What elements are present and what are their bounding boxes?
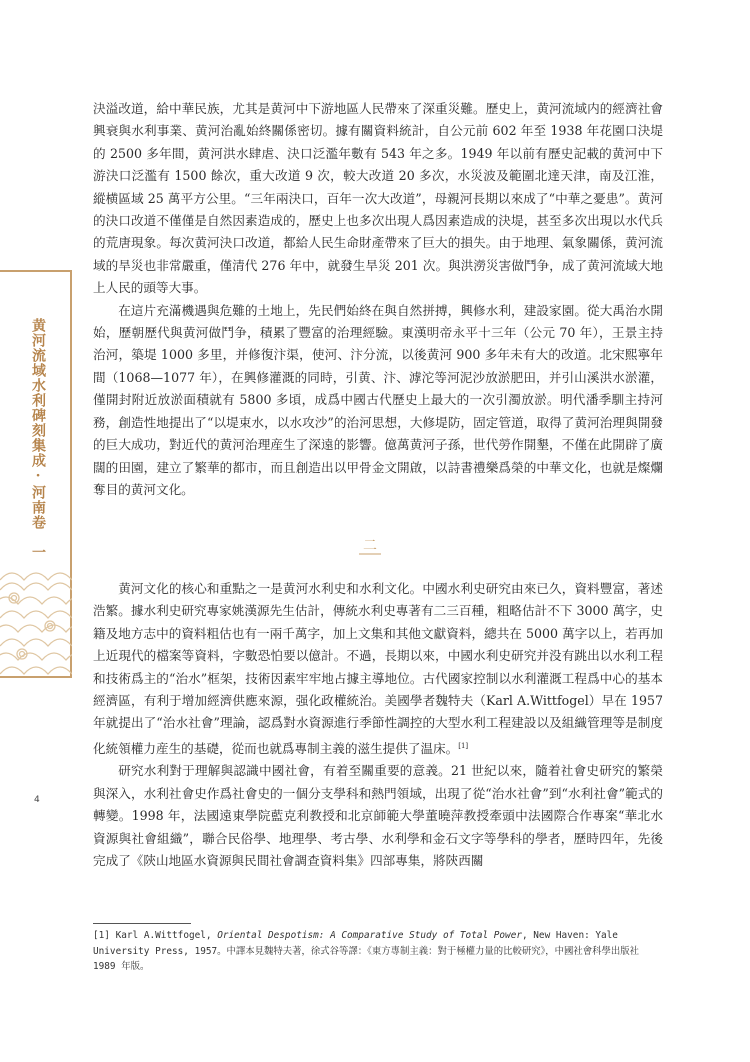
section-marker: [357, 536, 383, 556]
footnote-divider: [93, 923, 191, 924]
paragraph-3: [93, 578, 663, 760]
paragraph-1: 決溢改道，給中華民族，尤其是黄河中下游地區人民帶來了深重災難。歷史上，黄河流域内的經濟社會興衰與水利事業、黄河治亂始終關係密切。據有關資料統計，自公元前 602 年至 1938 年花園口決堤的 2500 多年間，黄河洪水肆虐、決口泛濫年數有 543 年之多。1949 年以前有歷史記載的黄河中下游決口泛濫有 1500 餘次，重大改道 9 次，較大改道 20 多次，水災波及範圍北達天津，南及江淮，縱横區域 25 萬平方公里。“三年兩決口，百年一次大改道”，母親河長期以來成了“中華之憂患”。黄河的決口改道不僅僅是自然因素造成的，歷史上也多次出現人爲因素造成的決堤，甚至多次出現以水代兵的荒唐現象。每次黄河決口改道，都給人民生命財產帶來了巨大的損失。由于地理、氣象關係，黄河流域的旱災也非常嚴重，僅清代 276 年中，就發生旱災 201 次。與洪澇災害做鬥争，成了黄河流域大地上人民的頭等大事。: [93, 101, 663, 296]
footnote-author: Karl A.Wittfogel,: [115, 930, 212, 941]
page-number: 4: [34, 795, 40, 805]
svg-text:二: 二: [363, 538, 377, 554]
footnote-marker: [1]: [93, 930, 110, 941]
footnote-reference[interactable]: [1]: [458, 741, 469, 750]
paragraph-3-text: 黄河文化的核心和重點之一是黄河水利史和水利文化。中國水利史研究由來已久，資料豐富，著述浩繁。據水利史研究專家姚漢源先生估計，傳統水利史專著有二三百種，粗略估計不下 3000 萬字，史籍及地方志中的資料粗估也有一兩千萬字，加上文集和其他文獻資料，總共在 5000 萬字以上，若再加上近現代的檔案等資料，字數恐怕要以億計。不過，長期以來，中國水利史研究并没有跳出以水利工程和技術爲主的“治水”框架，技術因素牢牢地占據主導地位。古代國家控制以水利灌溉工程爲中心的基本經濟區，有利于增加經濟供應來源，强化政權統治。美國學者魏特夫（Karl A.Wittfogel）早在 1957 年就提出了“治水社會”理論，認爲對水資源進行季節性調控的大型水利工程建設以及組織管理等是制度化統領權力産生的基礎，從而也就爲專制主義的滋生提供了温床。: [93, 581, 663, 757]
footnote: [93, 928, 663, 975]
body-text-upper: [93, 98, 663, 501]
body-text-lower: [93, 578, 663, 872]
paragraph-2: 在這片充滿機遇與危難的土地上，先民們始終在與自然拼搏，興修水利，建設家園。從大禹治水開始，歷朝歷代與黄河做鬥争，積累了豐富的治理經驗。東漢明帝永平十三年（公元 70 年），王景主持治河，築堤 1000 多里，并修復汴渠，使河、汴分流，以後黄河 900 多年未有大的改道。北宋熙寧年間（1068—1077 年），在興修灌溉的同時，引黄、汴、滹沱等河泥沙放淤肥田，并引山溪洪水淤灌，僅開封附近放淤面積就有 5800 多頃，成爲中國古代歷史上最大的一次引濁放淤。明代潘季馴主持河務，創造性地提出了“以堤束水，以水攻沙”的治河思想，大修堤防，固定管道，取得了黄河治理與開發的巨大成功，對近代的黄河治理産生了深遠的影響。億萬黄河子孫，世代勞作開墾，不僅在此開辟了廣闊的田園，建立了繁華的都市，而且創造出以甲骨金文開啟，以詩書禮樂爲榮的中華文化，也就是燦爛奪目的黄河文化。: [93, 302, 663, 497]
footnote-rest: , New Haven: Yale University Press, 1957。中譯本見魏特夫著，徐式谷等譯：《東方專制主義：對于極權力量的比較研究》，中國社會科學出版社 1989 年版。: [93, 930, 640, 973]
footnote-work-title: Oriental Despotism: A Comparative Study of Total Power: [217, 930, 522, 941]
paragraph-4: 研究水利對于理解與認識中國社會，有着至關重要的意義。21 世紀以來，隨着社會史研究的繁榮與深入，水利社會史作爲社會史的一個分支學科和熱門領域，出現了從“治水社會”到“水利社會”範式的轉變。1998 年，法國遠東學院藍克利教授和北京師範大學董曉萍教授牽頭中法國際合作專案“華北水資源與社會組織”，聯合民俗學、地理學、考古學、水利學和金石文字等學科的學者，歷時四年，先後完成了《陝山地區水資源與民間社會調查資料集》四部專集，將陝西關: [93, 763, 663, 869]
sidebar-book-title: 黄河流域水利碑刻集成·河南卷 一: [30, 318, 46, 560]
cloud-pattern-icon: [0, 560, 72, 678]
